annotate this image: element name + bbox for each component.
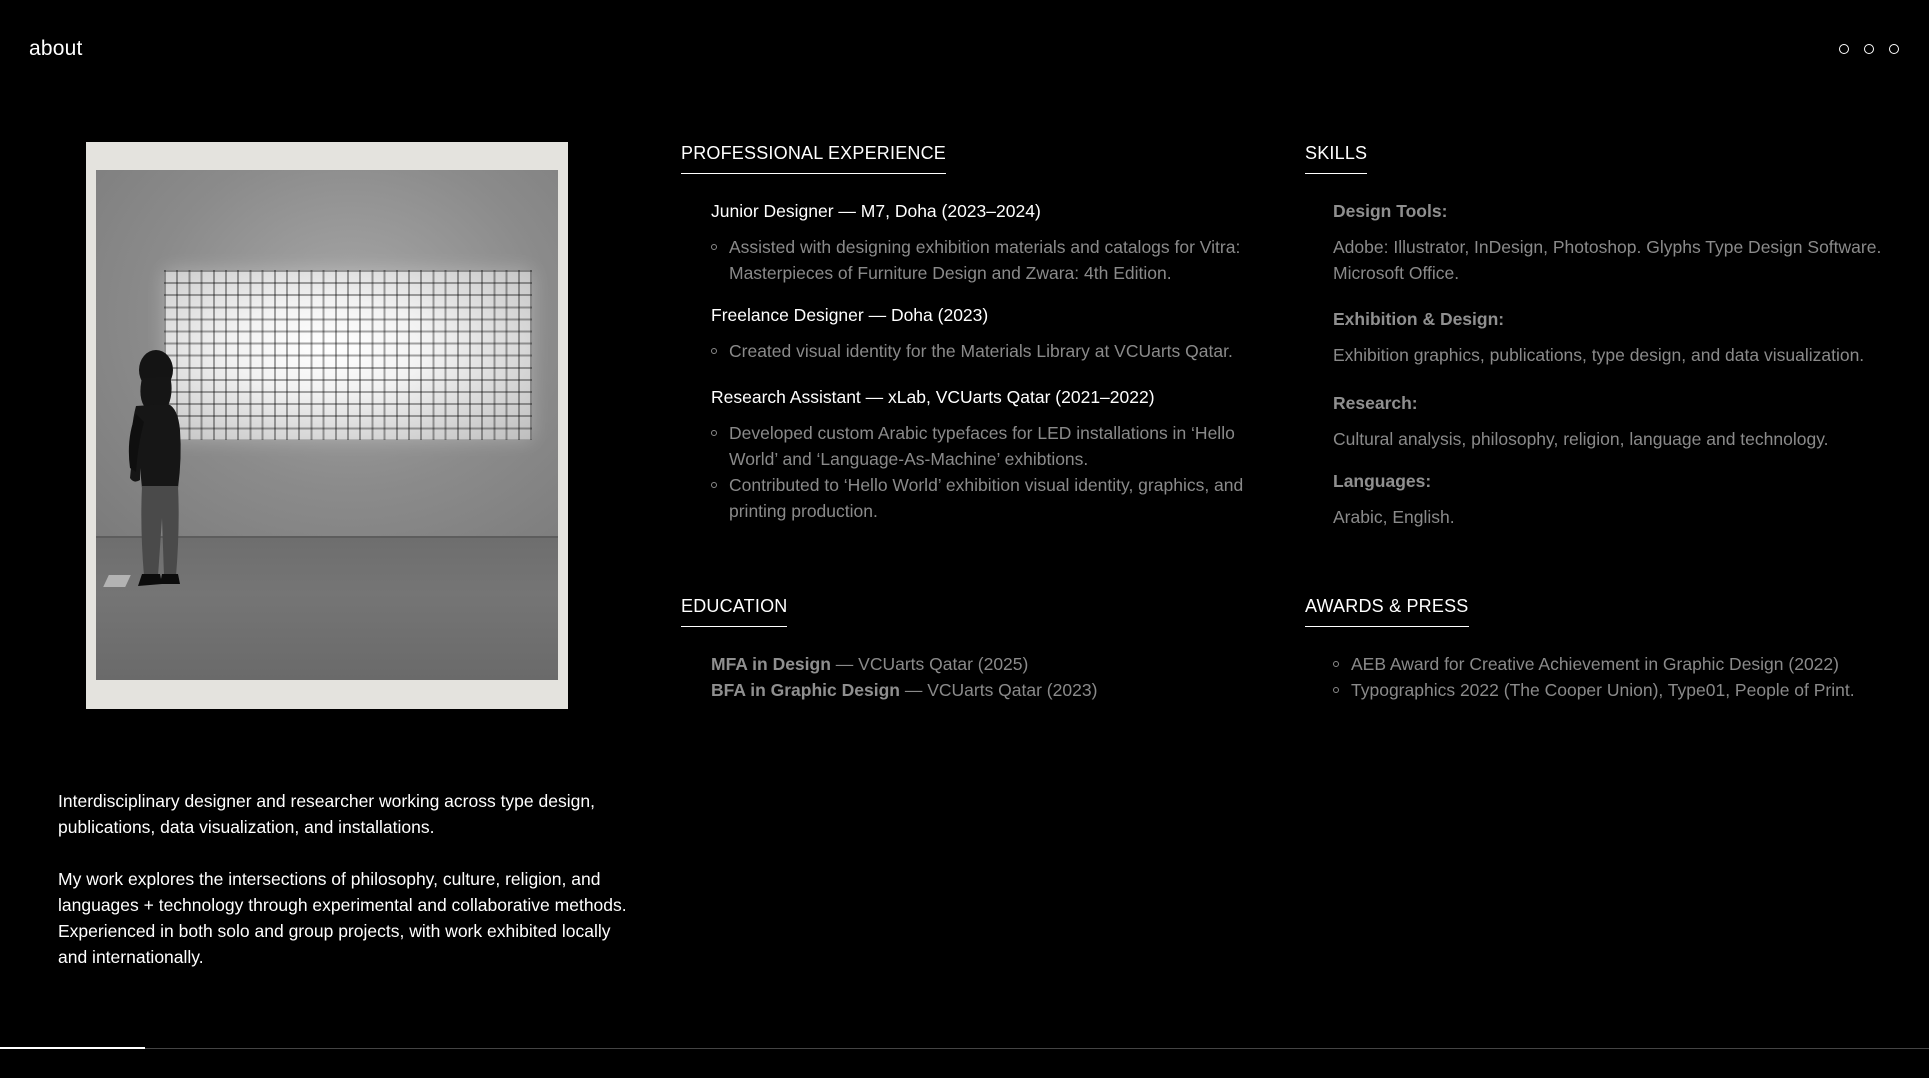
skill-entry	[1333, 390, 1903, 452]
education-heading: EDUCATION	[681, 596, 787, 627]
skill-value: Adobe: Illustrator, InDesign, Photoshop. Glyphs Type Design Software. Microsoft Office.	[1333, 237, 1882, 283]
education-institution: — VCUarts Qatar (2023)	[899, 680, 1098, 700]
bio-paragraph-2: My work explores the intersections of philosophy, culture, religion, and languages + technology through experimental and collaborative methods. Experienced in both solo and group projects, with work exhibited locally and internationally.	[58, 869, 627, 967]
skill-entry	[1333, 198, 1903, 286]
scroll-progress-track	[0, 1048, 1929, 1049]
education-degree: MFA in Design	[711, 654, 831, 674]
education-item	[711, 651, 1281, 677]
job-bullets	[711, 420, 1281, 524]
nav-dot-1[interactable]	[1839, 44, 1849, 54]
portrait-photo	[96, 170, 558, 680]
job-title: Freelance Designer — Doha (2023)	[711, 305, 989, 325]
bio-paragraph-1: Interdisciplinary designer and researcher working across type design, publications, data visualization, and installations.	[58, 791, 595, 837]
nav-dot-2[interactable]	[1864, 44, 1874, 54]
job-title: Junior Designer — M7, Doha (2023–2024)	[711, 201, 1041, 221]
bio	[58, 788, 628, 996]
job-bullet: Contributed to ‘Hello World’ exhibition visual identity, graphics, and printing production.	[711, 472, 1281, 524]
awards-bullets	[1333, 651, 1913, 703]
scroll-progress-bar	[0, 1047, 145, 1049]
skills-heading: SKILLS	[1305, 143, 1367, 174]
education-item	[711, 677, 1281, 703]
award-item: AEB Award for Creative Achievement in Graphic Design (2022)	[1333, 651, 1913, 677]
skill-value: Cultural analysis, philosophy, religion, language and technology.	[1333, 429, 1829, 449]
experience-list	[711, 198, 1281, 524]
nav-dot-3[interactable]	[1889, 44, 1899, 54]
job-bullet: Developed custom Arabic typefaces for LED installations in ‘Hello World’ and ‘Language-As-Machine’ exhibtions.	[711, 420, 1281, 472]
skill-value: Arabic, English.	[1333, 507, 1455, 527]
skill-label: Design Tools:	[1333, 201, 1448, 221]
job-bullet: Created visual identity for the Materials Library at VCUarts Qatar.	[711, 338, 1281, 364]
page-title: about	[29, 37, 83, 60]
experience-heading: PROFESSIONAL EXPERIENCE	[681, 143, 946, 174]
skill-label: Exhibition & Design:	[1333, 309, 1505, 329]
job-entry	[711, 302, 1281, 364]
job-title: Research Assistant — xLab, VCUarts Qatar (2021–2022)	[711, 387, 1155, 407]
award-item: Typographics 2022 (The Cooper Union), Type01, People of Print.	[1333, 677, 1913, 703]
nav-dots	[1839, 44, 1899, 54]
job-bullets	[711, 234, 1281, 286]
job-entry	[711, 198, 1281, 286]
skill-label: Languages:	[1333, 471, 1432, 491]
education-institution: — VCUarts Qatar (2025)	[830, 654, 1029, 674]
skills-list	[1333, 198, 1903, 530]
awards-list	[1333, 651, 1913, 703]
photo-person-silhouette	[118, 348, 188, 592]
skill-label: Research:	[1333, 393, 1418, 413]
education-degree: BFA in Graphic Design	[711, 680, 900, 700]
job-entry	[711, 384, 1281, 524]
education-list	[711, 651, 1281, 703]
skill-entry	[1333, 468, 1903, 530]
skill-value: Exhibition graphics, publications, type design, and data visualization.	[1333, 345, 1865, 365]
skill-entry	[1333, 306, 1903, 368]
portrait-photo-frame	[86, 142, 568, 709]
job-bullets	[711, 338, 1281, 364]
awards-heading: AWARDS & PRESS	[1305, 596, 1469, 627]
job-bullet: Assisted with designing exhibition materials and catalogs for Vitra: Masterpieces of Furniture Design and Zwara: 4th Edition.	[711, 234, 1281, 286]
photo-light-grid-installation	[164, 270, 532, 440]
